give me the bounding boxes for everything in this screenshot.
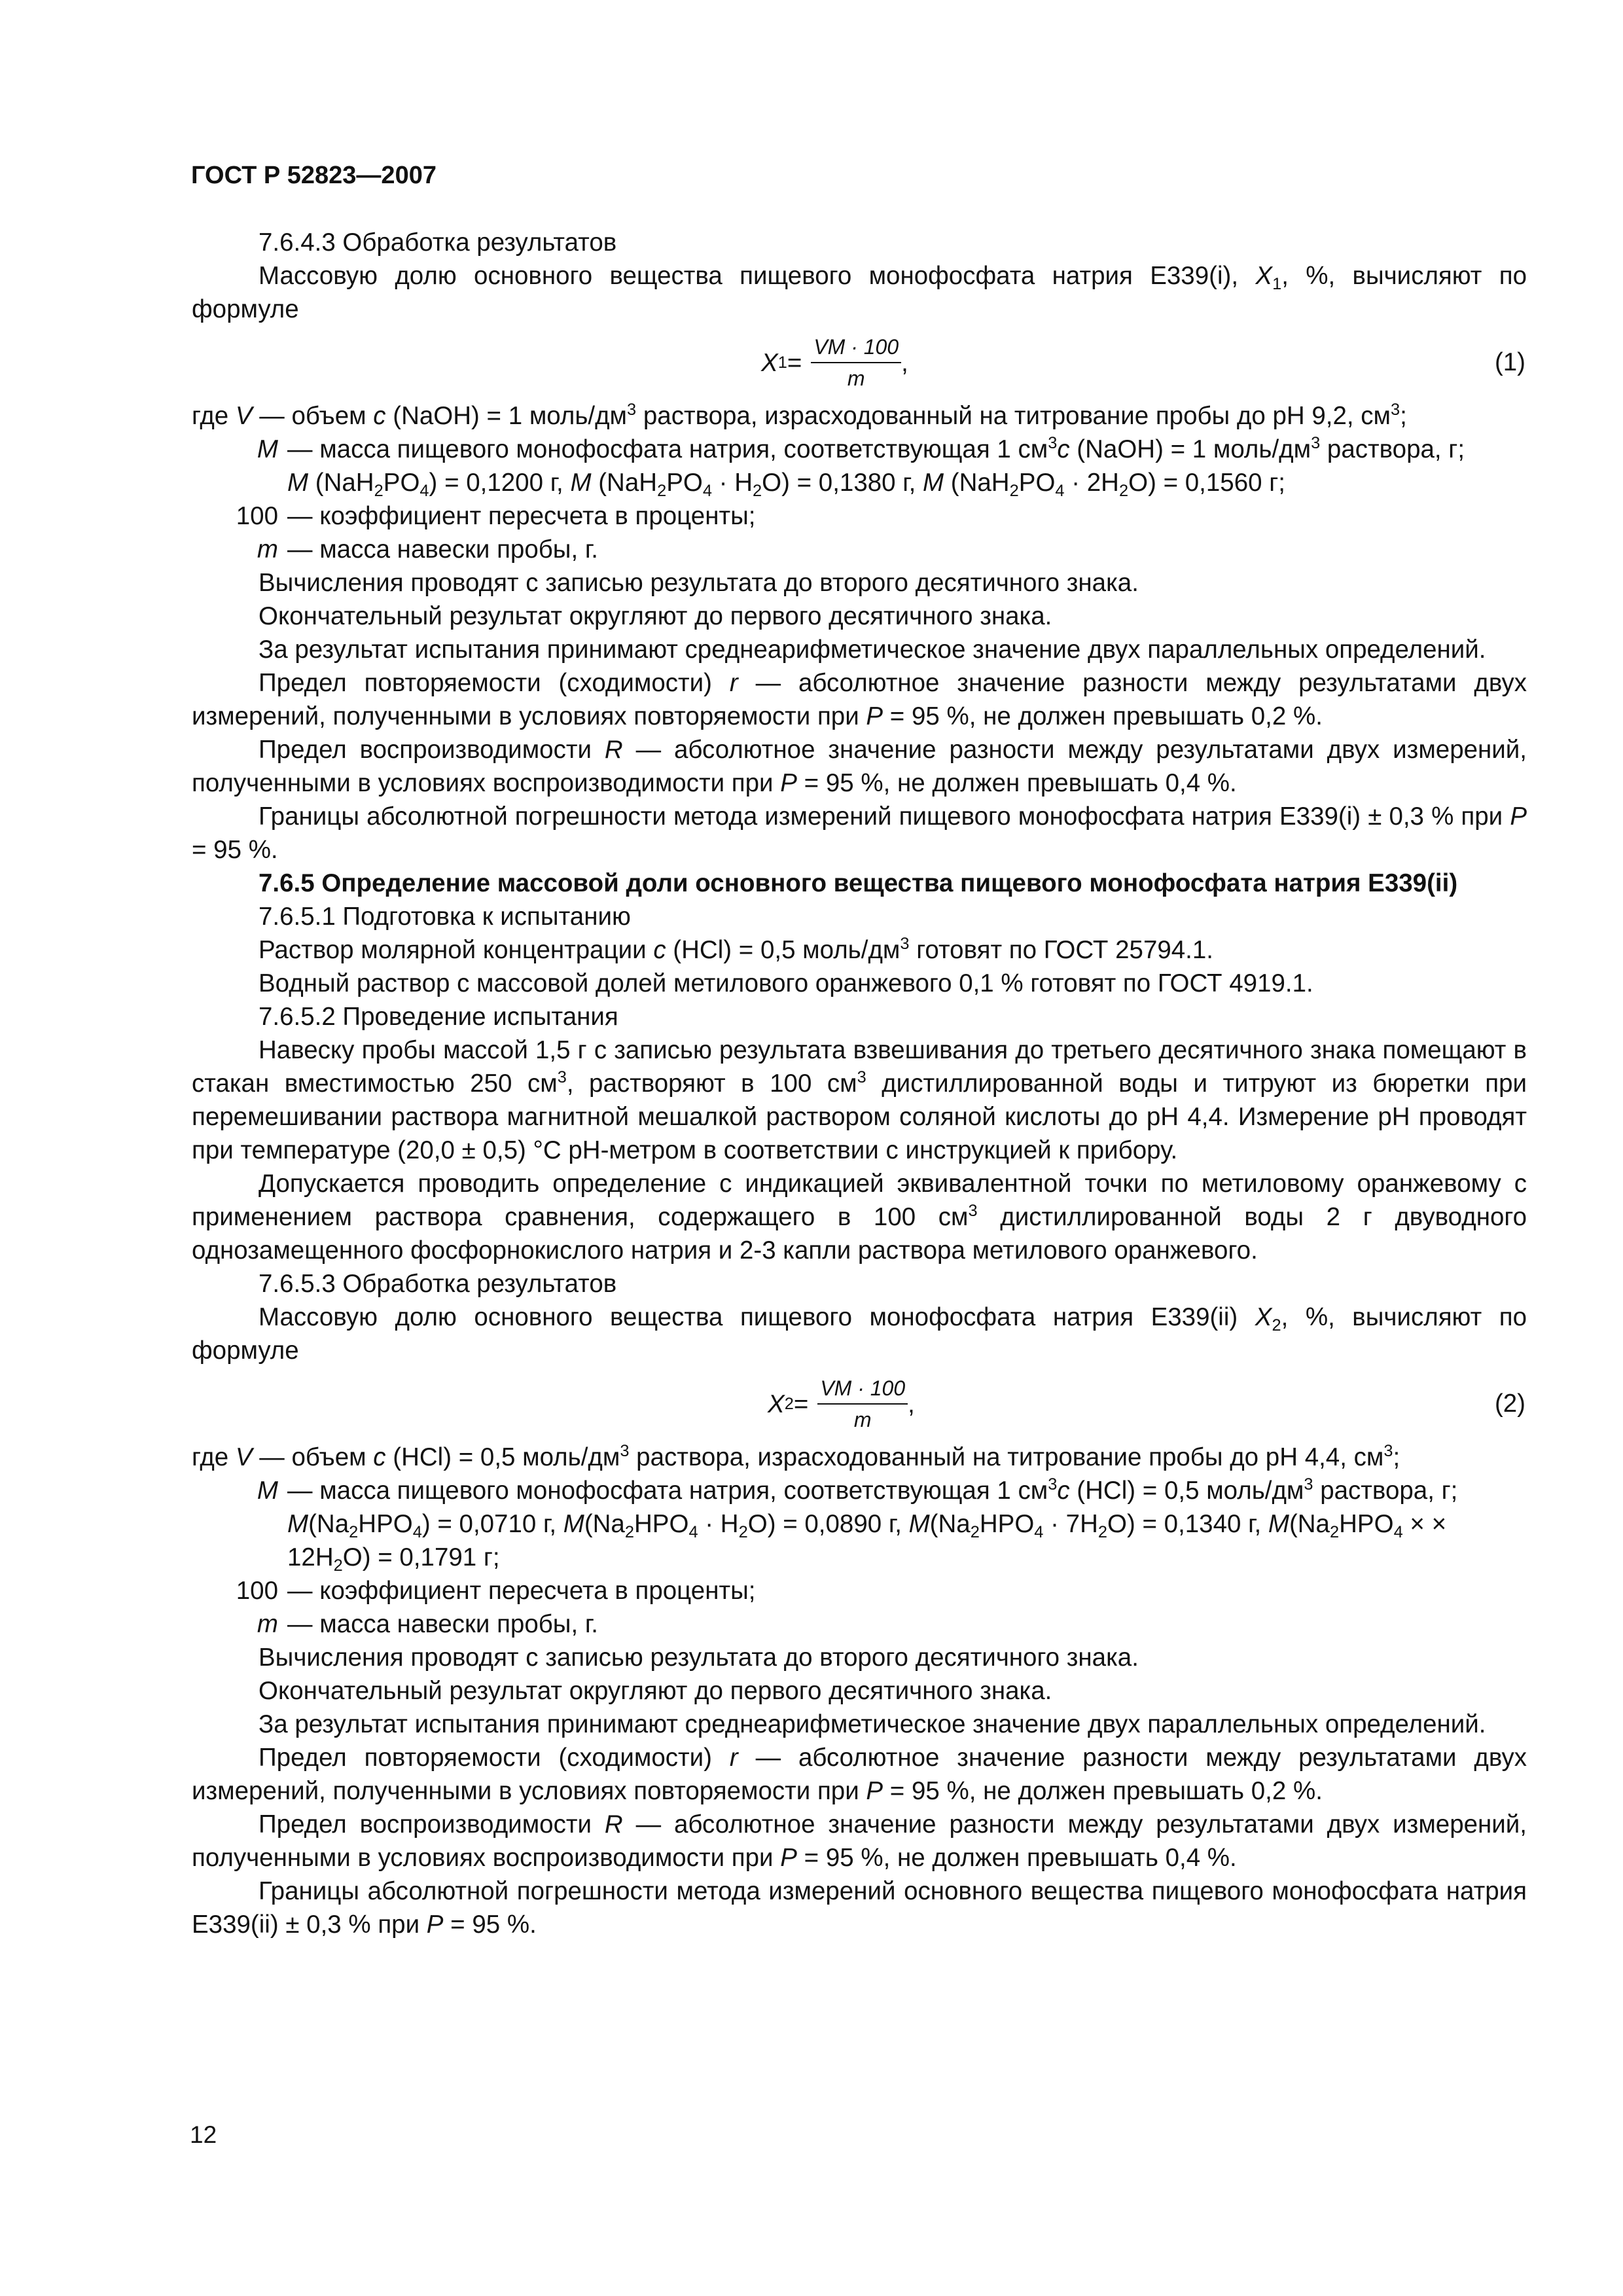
formula-text: (NaH bbox=[944, 469, 1010, 497]
formula-symbol: M bbox=[570, 469, 592, 497]
formula-text: HPO bbox=[358, 1510, 413, 1538]
paragraph-error-bounds-2: Границы абсолютной погрешности метода измерений основного вещества пищевого монофосфата натрия E339(ii) ± 0,3 % при P = 95 %. bbox=[192, 1877, 1527, 1939]
section-heading-7643: 7.6.4.3 Обработка результатов bbox=[259, 228, 617, 257]
where-V-2: где V — объем c (HCl) = 0,5 моль/$дм^3$ раствора, израсходованный на титрование пробы до рН 4,4, $см^3$; bbox=[192, 1442, 1400, 1471]
formula-text: (Na bbox=[584, 1510, 625, 1538]
formula-symbol: M bbox=[923, 469, 944, 497]
formula-1-numerator: VM · 100 bbox=[811, 333, 901, 363]
formula-text: (NaH bbox=[308, 469, 374, 497]
formula-subscript: 4 bbox=[702, 482, 712, 501]
formula-1-number: (1) bbox=[1494, 348, 1525, 376]
formula-subscript: 2 bbox=[1009, 482, 1019, 501]
where-M-1-values bbox=[287, 466, 1527, 499]
formula-text: · 7H bbox=[1043, 1510, 1098, 1538]
formula-text: HPO bbox=[1339, 1510, 1394, 1538]
paragraph-final-result-2: Окончательный результат округляют до первого десятичного знака. bbox=[259, 1677, 1052, 1705]
paragraph-final-result-1: Окончательный результат округляют до первого десятичного знака. bbox=[259, 602, 1052, 630]
formula-text: (Na bbox=[1289, 1510, 1330, 1538]
paragraph-hcl-solution: Раствор молярной концентрации c (HCl) = 0,5 моль/$дм^3$ готовят по ГОСТ 25794.1. bbox=[259, 935, 1213, 964]
formula-subscript: 4 bbox=[1393, 1523, 1403, 1542]
formula-1-denominator: m bbox=[847, 367, 865, 390]
formula-2-denominator: m bbox=[853, 1408, 872, 1431]
section-title-765: 7.6.5 Определение массовой доли основного вещества пищевого монофосфата натрия E339(ii) bbox=[259, 869, 1458, 897]
formula-text: O) = 0,1380 г, bbox=[762, 469, 923, 497]
formula-text: PO bbox=[666, 469, 703, 497]
section-heading-7653: 7.6.5.3 Обработка результатов bbox=[259, 1270, 617, 1298]
paragraph-reproducibility-1: Предел воспроизводимости R — абсолютное значение разности между результатами двух измерений, полученными в условиях воспроизводимости при P = 95 %, не должен превышать 0,4 %. bbox=[192, 736, 1527, 797]
formula-subscript: 2 bbox=[333, 1556, 343, 1575]
paragraph-rounding-1: Вычисления проводят с записью результата до второго десятичного знака. bbox=[259, 569, 1139, 597]
document-header: ГОСТ Р 52823—2007 bbox=[191, 162, 437, 189]
paragraph-error-bounds-1: Границы абсолютной погрешности метода измерений пищевого монофосфата натрия E339(i) ± 0,3 % при P = 95 %. bbox=[192, 802, 1527, 864]
formula-text: (Na bbox=[929, 1510, 971, 1538]
page-number: 12 bbox=[190, 2121, 217, 2148]
paragraph-formula-intro-2: Массовую долю основного вещества пищевого монофосфата натрия E339(ii) $X_2$, %, вычисляют по формуле bbox=[192, 1303, 1527, 1365]
formula-text: HPO bbox=[979, 1510, 1035, 1538]
formula-subscript: 2 bbox=[970, 1523, 980, 1542]
formula-subscript: 4 bbox=[1034, 1523, 1044, 1542]
paragraph-rounding-2: Вычисления проводят с записью результата до второго десятичного знака. bbox=[259, 1643, 1139, 1672]
formula-1-expression: X 1 = $\frac{VM \cdot 100}{m}$ , bbox=[761, 326, 908, 399]
paragraph-average-1: За результат испытания принимают среднеарифметическое значение двух параллельных определений. bbox=[259, 636, 1486, 664]
paragraph-test-procedure: Навеску пробы массой 1,5 г с записью результата взвешивания до третьего десятичного знака помещают в стакан вместимостью 250 $см^3$, растворяют в 100 $см^3$ дистиллированной воды и титруют из бюретки при перемешивании раствора магнитной мешалкой раствором соляной кислоты до рН 4,4. Измерение рН проводят при температуре (20,0 ± 0,5) °C рН-метром в соответствии с инструкцией к прибору. bbox=[192, 1036, 1527, 1164]
formula-text: HPO bbox=[634, 1510, 689, 1538]
paragraph-reproducibility-2: Предел воспроизводимости R — абсолютное значение разности между результатами двух измерений, полученными в условиях воспроизводимости при P = 95 %, не должен превышать 0,4 %. bbox=[192, 1810, 1527, 1872]
formula-1-fraction bbox=[811, 333, 901, 392]
formula-subscript: 4 bbox=[1055, 482, 1065, 501]
paragraph-average-2: За результат испытания принимают среднеарифметическое значение двух параллельных определений. bbox=[259, 1710, 1486, 1738]
formula-subscript: 2 bbox=[753, 482, 762, 501]
paragraph-formula-intro-1: Массовую долю основного вещества пищевого монофосфата натрия E339(i), $X_1$, %, вычисляют по формуле bbox=[192, 262, 1527, 323]
paragraph-repeatability-2: Предел повторяемости (сходимости) r — абсолютное значение разности между результатами двух измерений, полученными в условиях повторяемости при P = 95 %, не должен превышать 0,2 %. bbox=[192, 1744, 1527, 1805]
formula-text: (Na bbox=[308, 1510, 349, 1538]
formula-1 bbox=[192, 326, 1527, 399]
formula-text: ) = 0,0710 г, bbox=[421, 1510, 563, 1538]
formula-text: × × 12H bbox=[287, 1510, 1447, 1571]
formula-text: PO bbox=[383, 469, 420, 497]
where-V-1: где V — объем c (NaOH) = 1 моль/$дм^3$ раствора, израсходованный на титрование пробы до рН 9,2, $см^3$; bbox=[192, 401, 1407, 430]
formula-subscript: 2 bbox=[374, 482, 383, 501]
formula-symbol: M bbox=[908, 1510, 930, 1538]
formula-text: ) = 0,1200 г, bbox=[429, 469, 571, 497]
formula-subscript: 4 bbox=[688, 1523, 698, 1542]
formula-text: · H bbox=[711, 469, 753, 497]
formula-text: (NaH bbox=[591, 469, 658, 497]
formula-symbol: M bbox=[287, 1510, 309, 1538]
where-m-1: m — масса навески пробы, г. bbox=[257, 535, 598, 564]
formula-subscript: 2 bbox=[1329, 1523, 1340, 1542]
formula-2-number: (2) bbox=[1494, 1390, 1525, 1418]
where-100-2: 100 — коэффициент пересчета в проценты; bbox=[236, 1577, 756, 1605]
formula-text: · H bbox=[698, 1510, 739, 1538]
where-M-2: M — масса пищевого монофосфата натрия, соответствующая 1 $см^3c$ (HCl) = 0,5 моль/$дм^3$ раствора, г; $M(Na_2HPO_4) = 0,0710$ г, $M(Na_2HPO_4 \cdot H_2O) = 0,0890$ г, $M(Na_2HPO_4 \cdot 7H_2O) = 0,1340$ г, $M(Na_2HPO_4$ × × $12H_2O) = 0,1791$ г; bbox=[192, 1474, 1527, 1574]
formula-subscript: 2 bbox=[657, 482, 667, 501]
formula-text: O) = 0,0890 г, bbox=[747, 1510, 909, 1538]
where-M-1: M — масса пищевого монофосфата натрия, соответствующая 1 $см^3c$ (NaOH) = 1 моль/$дм^3$ раствора, г; M $(NaH_2PO_4) = 0,1200$ г, M $(NaH_2PO_4 \cdot H_2O) = 0,1380$ г, M $(NaH_2PO_4 \cdot 2H_2O) = 0,1560$ г; bbox=[192, 433, 1527, 499]
section-heading-7651: 7.6.5.1 Подготовка к испытанию bbox=[259, 903, 631, 931]
formula-2-numerator: VM · 100 bbox=[817, 1374, 908, 1405]
where-M-2-values bbox=[287, 1507, 1527, 1574]
formula-text: PO bbox=[1018, 469, 1056, 497]
formula-symbol: M bbox=[287, 469, 309, 497]
formula-subscript: 4 bbox=[419, 482, 429, 501]
where-m-2: m — масса навески пробы, г. bbox=[257, 1610, 598, 1638]
formula-text: · 2H bbox=[1064, 469, 1119, 497]
formula-subscript: 2 bbox=[349, 1523, 359, 1542]
formula-symbol: M bbox=[563, 1510, 584, 1538]
formula-2-fraction bbox=[817, 1374, 908, 1433]
formula-subscript: 2 bbox=[1097, 1523, 1108, 1542]
paragraph-repeatability-1: Предел повторяемости (сходимости) r — абсолютное значение разности между результатами двух измерений, полученными в условиях повторяемости при P = 95 %, не должен превышать 0,2 %. bbox=[192, 669, 1527, 730]
formula-subscript: 2 bbox=[1118, 482, 1129, 501]
formula-subscript: 2 bbox=[738, 1523, 748, 1542]
formula-2-expression: X 2 = $\frac{VM \cdot 100}{m}$ , bbox=[768, 1367, 915, 1441]
formula-subscript: 4 bbox=[412, 1523, 422, 1542]
formula-subscript: 2 bbox=[624, 1523, 634, 1542]
where-100-1: 100 — коэффициент пересчета в проценты; bbox=[236, 502, 756, 530]
paragraph-methyl-orange: Водный раствор с массовой долей метилового оранжевого 0,1 % готовят по ГОСТ 4919.1. bbox=[259, 969, 1313, 997]
formula-symbol: M bbox=[1268, 1510, 1289, 1538]
formula-text: O) = 0,1340 г, bbox=[1107, 1510, 1268, 1538]
section-heading-7652: 7.6.5.2 Проведение испытания bbox=[259, 1003, 618, 1031]
document-body bbox=[192, 226, 1527, 1941]
paragraph-alternative-indication: Допускается проводить определение с индикацией эквивалентной точки по метиловому оранжевому с применением раствора сравнения, содержащего в 100 $см^3$ дистиллированной воды 2 г двуводного однозамещенного фосфорнокислого натрия и 2-3 капли раствора метилового оранжевого. bbox=[192, 1170, 1527, 1265]
formula-text: O) = 0,1560 г; bbox=[1128, 469, 1285, 497]
formula-text: O) = 0,1791 г; bbox=[342, 1543, 500, 1571]
formula-2 bbox=[192, 1367, 1527, 1441]
